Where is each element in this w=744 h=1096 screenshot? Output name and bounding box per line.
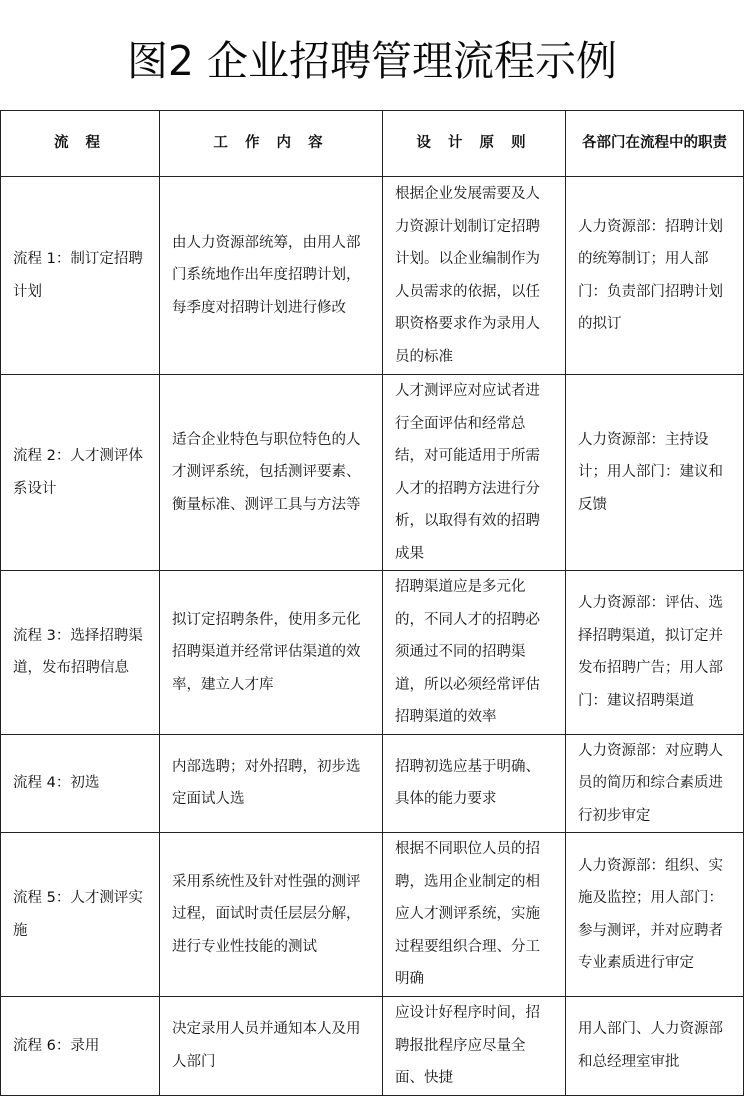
table-row <box>1 997 744 1096</box>
work-content: 拟订定招聘条件，使用多元化招聘渠道并经常评估渠道的效率，建立人才库 <box>160 571 383 735</box>
department-duty: 人力资源部：评估、选择招聘渠道，拟订定并发布招聘广告；用人部门：建议招聘渠道 <box>566 571 744 735</box>
page-title: 图2 企业招聘管理流程示例 <box>126 37 618 86</box>
table-row <box>1 833 744 997</box>
process-step: 流程 6：录用 <box>1 997 160 1096</box>
process-step: 流程 4：初选 <box>1 734 160 833</box>
design-principle: 应设计好程序时间，招聘报批程序应尽量全面、快捷 <box>383 997 566 1096</box>
process-step: 流程 2：人才测评体系设计 <box>1 375 160 571</box>
header-work-content: 工 作 内 容 <box>160 111 383 177</box>
design-principle: 根据不同职位人员的招聘，选用企业制定的相应人才测评系统，实施过程要组织合理、分工明确 <box>383 833 566 997</box>
work-content: 由人力资源部统筹，由用人部门系统地作出年度招聘计划，每季度对招聘计划进行修改 <box>160 177 383 375</box>
work-content: 内部选聘；对外招聘，初步选定面试人选 <box>160 734 383 833</box>
header-process: 流 程 <box>1 111 160 177</box>
table-row <box>1 375 744 571</box>
process-step: 流程 3：选择招聘渠道，发布招聘信息 <box>1 571 160 735</box>
design-principle: 招聘渠道应是多元化的，不同人才的招聘必须通过不同的招聘渠道，所以必须经常评估招聘渠道的效率 <box>383 571 566 735</box>
department-duty: 人力资源部：对应聘人员的简历和综合素质进行初步审定 <box>566 734 744 833</box>
department-duty: 人力资源部：主持设计；用人部门：建议和反馈 <box>566 375 744 571</box>
table-row <box>1 177 744 375</box>
table-header-row <box>1 111 744 177</box>
header-design-principle: 设 计 原 则 <box>383 111 566 177</box>
work-content: 适合企业特色与职位特色的人才测评系统，包括测评要素、衡量标准、测评工具与方法等 <box>160 375 383 571</box>
process-step: 流程 1：制订定招聘计划 <box>1 177 160 375</box>
work-content: 采用系统性及针对性强的测评过程，面试时责任层层分解，进行专业性技能的测试 <box>160 833 383 997</box>
recruitment-process-table <box>0 110 744 1096</box>
table-row <box>1 734 744 833</box>
table-row <box>1 571 744 735</box>
header-department-duties: 各部门在流程中的职责 <box>566 111 744 177</box>
department-duty: 人力资源部：组织、实施及监控；用人部门：参与测评，并对应聘者专业素质进行审定 <box>566 833 744 997</box>
work-content: 决定录用人员并通知本人及用人部门 <box>160 997 383 1096</box>
department-duty: 用人部门、人力资源部和总经理室审批 <box>566 997 744 1096</box>
design-principle: 招聘初选应基于明确、具体的能力要求 <box>383 734 566 833</box>
design-principle: 人才测评应对应试者进行全面评估和经常总结，对可能适用于所需人才的招聘方法进行分析，以取得有效的招聘成果 <box>383 375 566 571</box>
process-step: 流程 5：人才测评实施 <box>1 833 160 997</box>
design-principle: 根据企业发展需要及人力资源计划制订定招聘计划。以企业编制作为人员需求的依据，以任职资格要求作为录用人员的标准 <box>383 177 566 375</box>
department-duty: 人力资源部：招聘计划的统筹制订；用人部门：负责部门招聘计划的拟订 <box>566 177 744 375</box>
